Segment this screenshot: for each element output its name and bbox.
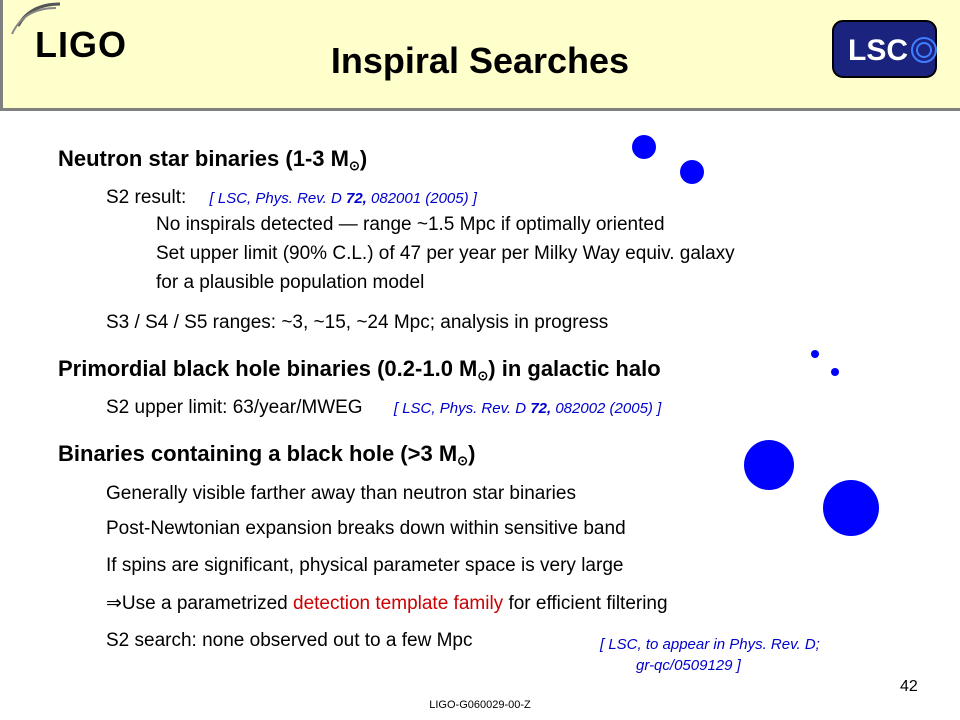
bh-item-post-newtonian: Post-Newtonian expansion breaks down within sensitive band <box>106 518 626 539</box>
bh-item-spins: If spins are significant, physical parameter space is very large <box>106 555 624 576</box>
s2-upper-limit-line: S2 upper limit: 63/year/MWEG [ LSC, Phys. Rev. D 72, 082002 (2005) ] <box>106 397 662 418</box>
detail-upper-limit: Set upper limit (90% C.L.) of 47 per year per Milky Way equiv. galaxy <box>156 243 735 264</box>
section-primordial-heading: Primordial black hole binaries (0.2-1.0 $M_⊙$) in galactic halo <box>58 356 661 383</box>
bh-item-template-family: ⇒Use a parametrized detection template family for efficient filtering <box>106 593 668 614</box>
svg-text:LSC: LSC <box>848 34 908 67</box>
page-number: 42 <box>900 678 918 695</box>
s3-s4-s5-ranges: S3 / S4 / S5 ranges: ~3, ~15, ~24 Mpc; analysis in progress <box>106 312 609 333</box>
citation-s2-search-line2: gr-qc/0509129 ] <box>636 657 741 674</box>
citation-s2-result: [ LSC, Phys. Rev. D 72, 082001 (2005) ] <box>209 190 477 207</box>
solar-mass-symbol: ⊙ <box>457 453 469 468</box>
section-neutron-star-heading: Neutron star binaries (1-3 $M_⊙$) <box>58 146 368 173</box>
black-hole-dot-2 <box>823 480 879 536</box>
primordial-bh-dot-2 <box>831 368 839 376</box>
solar-mass-symbol: ⊙ <box>348 158 360 173</box>
highlight-template-family: detection template family <box>293 593 504 614</box>
solar-mass-symbol: ⊙ <box>477 368 489 383</box>
slide-header <box>0 0 960 110</box>
citation-s2-search-line1: [ LSC, to appear in Phys. Rev. D; <box>600 636 820 653</box>
section-black-hole-heading: Binaries containing a black hole (>3 $M_⊙$) <box>58 441 476 468</box>
s2-result-line: S2 result: [ LSC, Phys. Rev. D 72, 082001 (2005) ] <box>106 187 477 208</box>
neutron-star-dot-2 <box>680 160 704 184</box>
detail-no-inspirals: No inspirals detected — range ~1.5 Mpc if optimally oriented <box>156 214 665 235</box>
detail-population-model: for a plausible population model <box>156 272 425 293</box>
primordial-bh-dot-1 <box>811 350 819 358</box>
slide-title: Inspiral Searches <box>330 40 630 81</box>
bh-item-visible-farther: Generally visible farther away than neutron star binaries <box>106 483 576 504</box>
document-id: LIGO-G060029-00-Z <box>429 699 531 711</box>
citation-s2-upper-limit: [ LSC, Phys. Rev. D 72, 082002 (2005) ] <box>393 400 662 417</box>
ligo-logo: LIGO <box>35 24 127 65</box>
header-border-bottom <box>0 108 960 111</box>
implies-arrow-icon: ⇒ <box>106 593 122 614</box>
black-hole-dot-1 <box>744 440 794 490</box>
bh-item-s2-search: S2 search: none observed out to a few Mpc <box>106 630 473 651</box>
lsc-logo <box>832 20 937 78</box>
neutron-star-dot-1 <box>632 135 656 159</box>
